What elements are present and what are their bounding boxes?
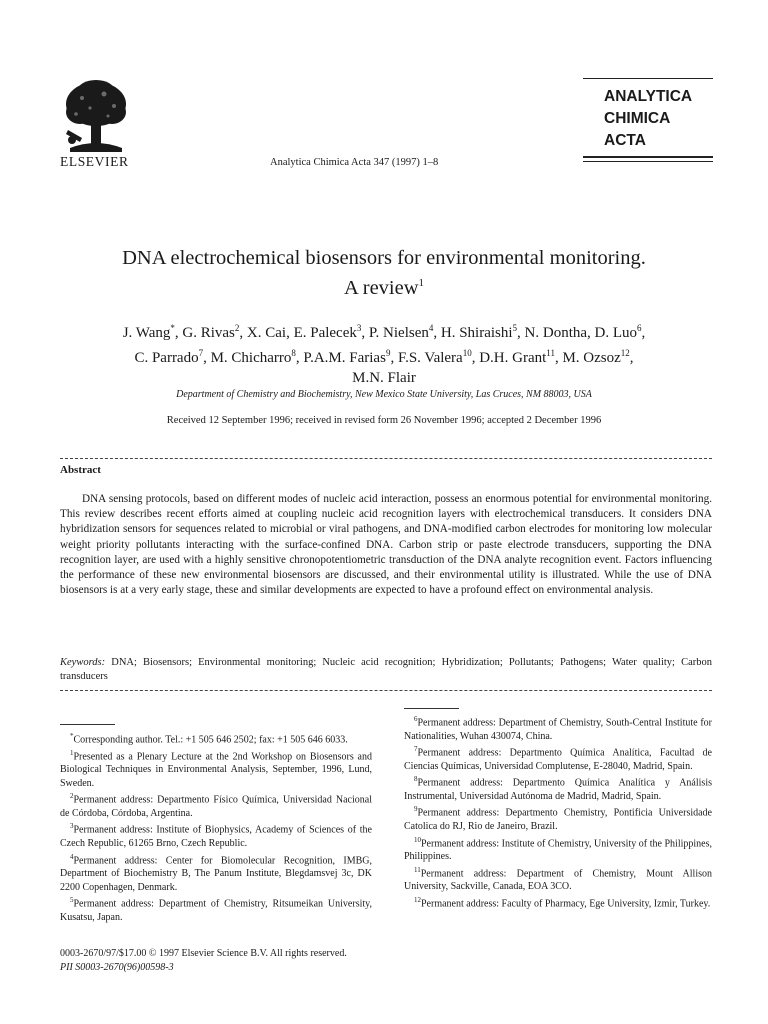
author-name: X. Cai xyxy=(246,325,287,341)
author-affiliation-mark: 6 xyxy=(637,323,642,333)
footnote xyxy=(404,713,712,743)
footnotes-left-column xyxy=(60,730,372,924)
footnote-mark: 7 xyxy=(414,745,418,754)
author-name: P.A.M. Farias xyxy=(303,350,386,366)
author-affiliation-mark: 9 xyxy=(385,348,391,358)
footnote-text: Permanent address: Departmento Química Analítica y Análisis Instrumental, Universidad Autónoma de Madrid, Madrid, Spain. xyxy=(404,777,712,803)
footnote-mark: 3 xyxy=(70,822,74,831)
author-line xyxy=(40,318,728,343)
author-name: G. Rivas xyxy=(182,325,235,341)
footnote-rule-right xyxy=(404,708,459,709)
author-affiliation-mark: 10 xyxy=(462,348,472,358)
footnote xyxy=(60,820,372,850)
footnote-mark: 11 xyxy=(414,865,421,874)
author-affiliation-mark: 11 xyxy=(546,348,555,358)
footnote-text: Corresponding author. Tel.: +1 505 646 2502; fax: +1 505 646 6033. xyxy=(73,734,348,746)
author-separator: , xyxy=(554,350,563,366)
footnote xyxy=(404,834,712,864)
author-name: P. Nielsen xyxy=(368,325,429,341)
author-name: M. Chicharro xyxy=(210,350,292,366)
footnote-mark: 6 xyxy=(414,715,418,723)
footnote-text: Permanent address: Faculty of Pharmacy, Ege University, Izmir, Turkey. xyxy=(421,898,711,910)
author-list xyxy=(40,318,728,388)
author-name: E. Palecek xyxy=(293,325,357,341)
author-name: D.H. Grant xyxy=(479,350,547,366)
footnote xyxy=(60,790,372,820)
footnote-mark: 8 xyxy=(414,775,418,784)
footnotes-right-column xyxy=(404,713,712,911)
author-affiliation-mark: 5 xyxy=(512,323,518,333)
keywords-text: DNA; Biosensors; Environmental monitoring; Nucleic acid recognition; Hybridization; Pollutants; Pathogens; Water quality; Carbon transducers xyxy=(60,657,713,682)
pii-line: PII S0003-2670(96)00598-3 xyxy=(60,962,174,973)
footnote-mark: 5 xyxy=(70,896,74,905)
author-separator: , xyxy=(587,325,595,341)
footnote-rule-left xyxy=(60,724,115,725)
footnote-mark: 1 xyxy=(70,748,74,757)
footnote-text: Permanent address: Department of Chemistry, South-Central Institute for Nationalities, Wuhan 430074, China. xyxy=(404,717,712,742)
author-name: D. Luo xyxy=(594,325,638,341)
author-separator: , xyxy=(390,350,398,366)
author-name: M.N. Flair xyxy=(352,370,416,386)
abstract-text: DNA sensing protocols, based on different modes of nucleic acid interaction, possess an enormous potential for environmental monitoring. This review describes recent efforts aimed at coupling nucleic acid recognition layers with electrochemical transducers. It considers DNA hybridization sensors for sequences related to microbial or viral pathogens, and DNA-modified carbon electrodes for monitoring low molecular weight priority pollutants interacting with the surface-confined DNA. Carbon strip or paste electrode transducers, supporting the DNA recognition layer, are used with a highly sensitive chronopotentiometric transduction of the DNA analyte recognition event. Factors influencing the performance of these new environmental biosensors are discussed, and their environmental utility is illustrated. While the use of DNA biosensors is at a very early stage, these and similar developments are expected to have a profound effect on environmental analysis. xyxy=(60,493,712,597)
author-separator: , xyxy=(295,350,304,366)
footnote xyxy=(404,864,712,894)
title-line-2 xyxy=(40,271,728,301)
brand-line-2: CHIMICA xyxy=(604,110,671,127)
footnote-text: Presented as a Plenary Lecture at the 2nd Workshop on Biosensors and Biological Techniques in Environmental Analysis, September, 1996, Lund, Sweden. xyxy=(60,751,372,789)
author-affiliation-mark: 12 xyxy=(620,348,630,358)
footnote xyxy=(404,894,712,911)
footnote-mark: 10 xyxy=(414,835,421,844)
footnote xyxy=(60,894,372,924)
abstract-bottom-rule xyxy=(60,690,712,691)
brand-rule-bottom-thin xyxy=(583,161,713,162)
author-affiliation-mark: * xyxy=(170,323,175,333)
author-name: N. Dontha xyxy=(524,325,588,341)
footnote-text: Permanent address: Center for Biomolecular Recognition, IMBG, Department of Biochemistry B, The Panum Institute, Blegdamsvej 3c, DK 2200 Copenhagen, Denmark. xyxy=(60,854,372,893)
footnote xyxy=(404,773,712,803)
author-affiliation-mark: 7 xyxy=(198,348,204,358)
footnote-text: Permanent address: Institute of Chemistry, University of the Philippines, Philippines. xyxy=(404,837,712,863)
author-name: C. Parrado xyxy=(134,350,199,366)
footnote-text: Permanent address: Departmento Chemistry, Pontificia Universidade Catolica do RJ, Rio de Janeiro, Brazil. xyxy=(404,807,712,833)
footnote-mark: 4 xyxy=(70,852,74,861)
footnote xyxy=(60,851,372,895)
journal-brand xyxy=(604,86,692,152)
footnote-mark: 12 xyxy=(414,895,421,904)
author-line xyxy=(40,343,728,368)
author-name: F.S. Valera xyxy=(397,350,463,366)
author-separator: , xyxy=(433,325,441,341)
abstract-top-rule xyxy=(60,458,712,459)
author-separator: , xyxy=(641,325,646,341)
author-separator: , xyxy=(239,325,247,341)
copyright-line: 0003-2670/97/$17.00 © 1997 Elsevier Science B.V. All rights reserved. xyxy=(60,948,347,959)
author-line xyxy=(40,368,728,388)
elsevier-tree-logo xyxy=(60,78,132,156)
keywords-label: Keywords: xyxy=(60,657,106,668)
title-line-2-text: A review xyxy=(343,276,419,299)
title-footnote-mark: 1 xyxy=(418,277,425,289)
copyright-block xyxy=(60,947,347,975)
brand-line-1: ANALYTICA xyxy=(604,88,693,105)
footnote-mark: 2 xyxy=(70,792,74,801)
received-dates: Received 12 September 1996; received in revised form 26 November 1996; accepted 2 December 1996 xyxy=(166,415,602,426)
author-affiliation-mark: 2 xyxy=(234,323,240,333)
footnote-mark: * xyxy=(70,732,74,740)
author-separator: , xyxy=(203,350,211,366)
brand-line-3: ACTA xyxy=(604,132,646,149)
author-separator: , xyxy=(174,325,183,341)
article-title xyxy=(40,246,728,301)
footnote xyxy=(60,747,372,791)
author-separator: , xyxy=(361,325,369,341)
footnote xyxy=(404,743,712,773)
author-name: J. Wang xyxy=(122,325,171,341)
abstract-heading: Abstract xyxy=(60,464,101,476)
author-affiliation-mark: 4 xyxy=(428,323,434,333)
author-affiliation-mark: 3 xyxy=(356,323,362,333)
author-separator: , xyxy=(629,350,634,366)
footnote xyxy=(404,803,712,833)
author-name: M. Ozsoz xyxy=(562,350,621,366)
footnote-text: Permanent address: Institute of Biophysics, Academy of Sciences of the Czech Republic, 61265 Brno, Czech Republic. xyxy=(60,824,372,850)
author-affiliation-mark: 8 xyxy=(291,348,296,358)
title-line-1: DNA electrochemical biosensors for environmental monitoring. xyxy=(122,247,646,269)
footnote-text: Permanent address: Departmento Química Analítica, Facultad de Ciencias Químicas, Universidad Complutense, E-28040, Madrid, Spain. xyxy=(404,747,712,772)
author-name: H. Shiraishi xyxy=(440,325,513,341)
affiliation: Department of Chemistry and Biochemistry, New Mexico State University, Las Cruces, NM 88003, USA xyxy=(176,389,592,400)
footnote-text: Permanent address: Department of Chemistry, Ritsumeikan University, Kusatsu, Japan. xyxy=(60,898,372,923)
brand-rule-top xyxy=(583,78,713,79)
brand-rule-bottom xyxy=(583,156,713,158)
author-separator: , xyxy=(517,325,525,341)
footnote-text: Permanent address: Department of Chemistry, Mount Allison University, Sackville, Canada, EOA 3CO. xyxy=(404,868,712,893)
publisher-name: ELSEVIER xyxy=(60,154,129,169)
footnote xyxy=(60,730,372,747)
keywords xyxy=(60,656,712,684)
footnote-mark: 9 xyxy=(414,805,418,814)
journal-reference: Analytica Chimica Acta 347 (1997) 1–8 xyxy=(270,157,439,168)
footnote-text: Permanent address: Departmento Físico Química, Universidad Nacional de Córdoba, Córdoba, Argentina. xyxy=(60,794,372,820)
author-separator: , xyxy=(286,325,294,341)
author-separator: , xyxy=(471,350,480,366)
